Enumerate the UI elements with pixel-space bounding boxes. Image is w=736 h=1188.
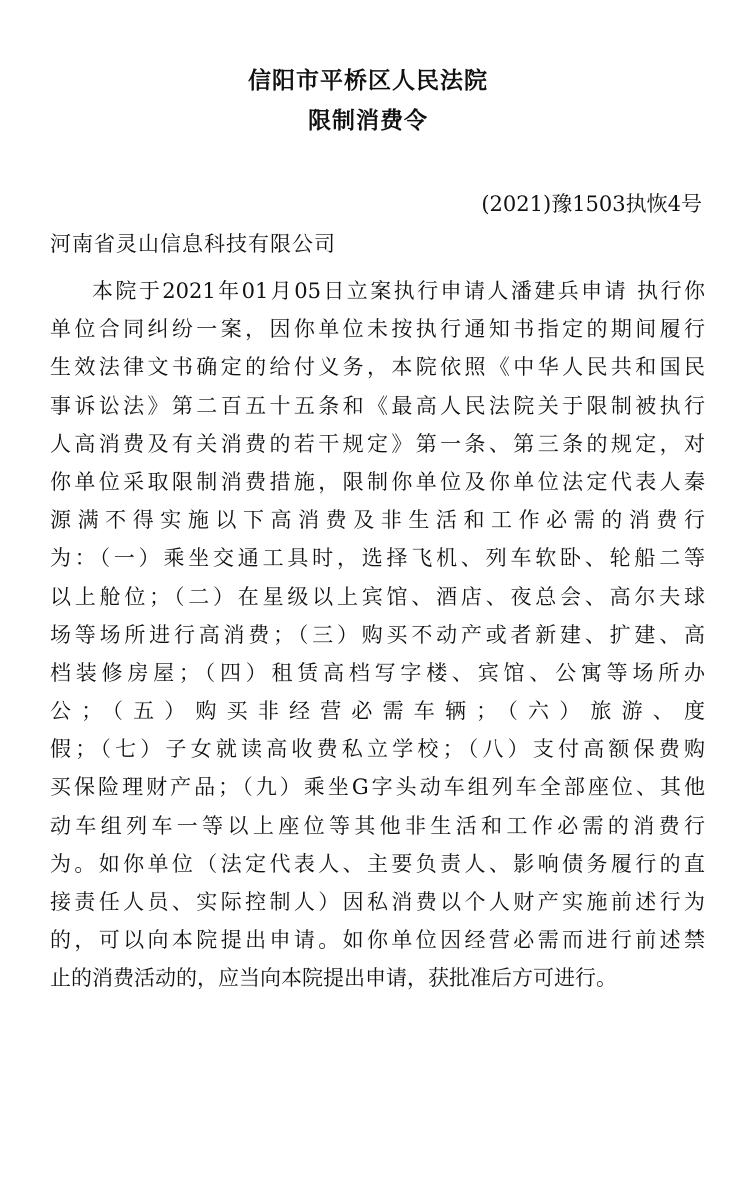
court-name: 信阳市平桥区人民法院 <box>248 68 488 94</box>
body-line: 档装修房屋；（四）租赁高档写字楼、宾馆、公寓等场所办 <box>50 660 705 685</box>
body-line: 生效法律文书确定的给付义务，本院依照《中华人民共和国民 <box>50 355 705 380</box>
document-title: 限制消费令 <box>308 108 428 134</box>
body-line: 买保险理财产品；（九）乘坐G字头动车组列车全部座位、其他 <box>50 775 705 800</box>
order-body <box>50 272 705 998</box>
body-line: 接责任人员、实际控制人）因私消费以个人财产实施前述行为 <box>50 890 705 914</box>
body-line: 本院于2021年01月05日立案执行申请人潘建兵申请 执行你 <box>92 279 705 303</box>
body-line: 源满不得实施以下高消费及非生活和工作必需的消费行 <box>50 508 705 533</box>
body-line: 为。如你单位（法定代表人、主要负责人、影响债务履行的直 <box>50 851 705 876</box>
body-line: 以上舱位；（二）在星级以上宾馆、酒店、夜总会、高尔夫球 <box>50 584 705 609</box>
body-line: 事诉讼法》第二百五十五条和《最高人民法院关于限制被执行 <box>50 393 705 418</box>
body-line: 假；（七）子女就读高收费私立学校；（八）支付高额保费购 <box>50 737 705 762</box>
body-line: 公；（五）购买非经营必需车辆；（六）旅游、度 <box>50 699 705 724</box>
body-line: 的，可以向本院提出申请。如你单位因经营必需而进行前述禁 <box>50 928 705 953</box>
body-line: 动车组列车一等以上座位等其他非生活和工作必需的消费行 <box>50 813 705 838</box>
body-line: 单位合同纠纷一案，因你单位未按执行通知书指定的期间履行 <box>50 317 705 342</box>
body-line: 止的消费活动的，应当向本院提出申请，获批准后方可进行。 <box>50 966 617 991</box>
body-line: 你单位采取限制消费措施，限制你单位及你单位法定代表人秦 <box>50 469 705 494</box>
addressee: 河南省灵山信息科技有限公司 <box>50 232 336 256</box>
case-number: (2021)豫1503执恢4号 <box>481 192 702 216</box>
body-line: 为：（一）乘坐交通工具时，选择飞机、列车软卧、轮船二等 <box>50 546 705 571</box>
body-line: 场等场所进行高消费；（三）购买不动产或者新建、扩建、高 <box>50 622 705 647</box>
body-line: 人高消费及有关消费的若干规定》第一条、第三条的规定，对 <box>50 431 705 456</box>
